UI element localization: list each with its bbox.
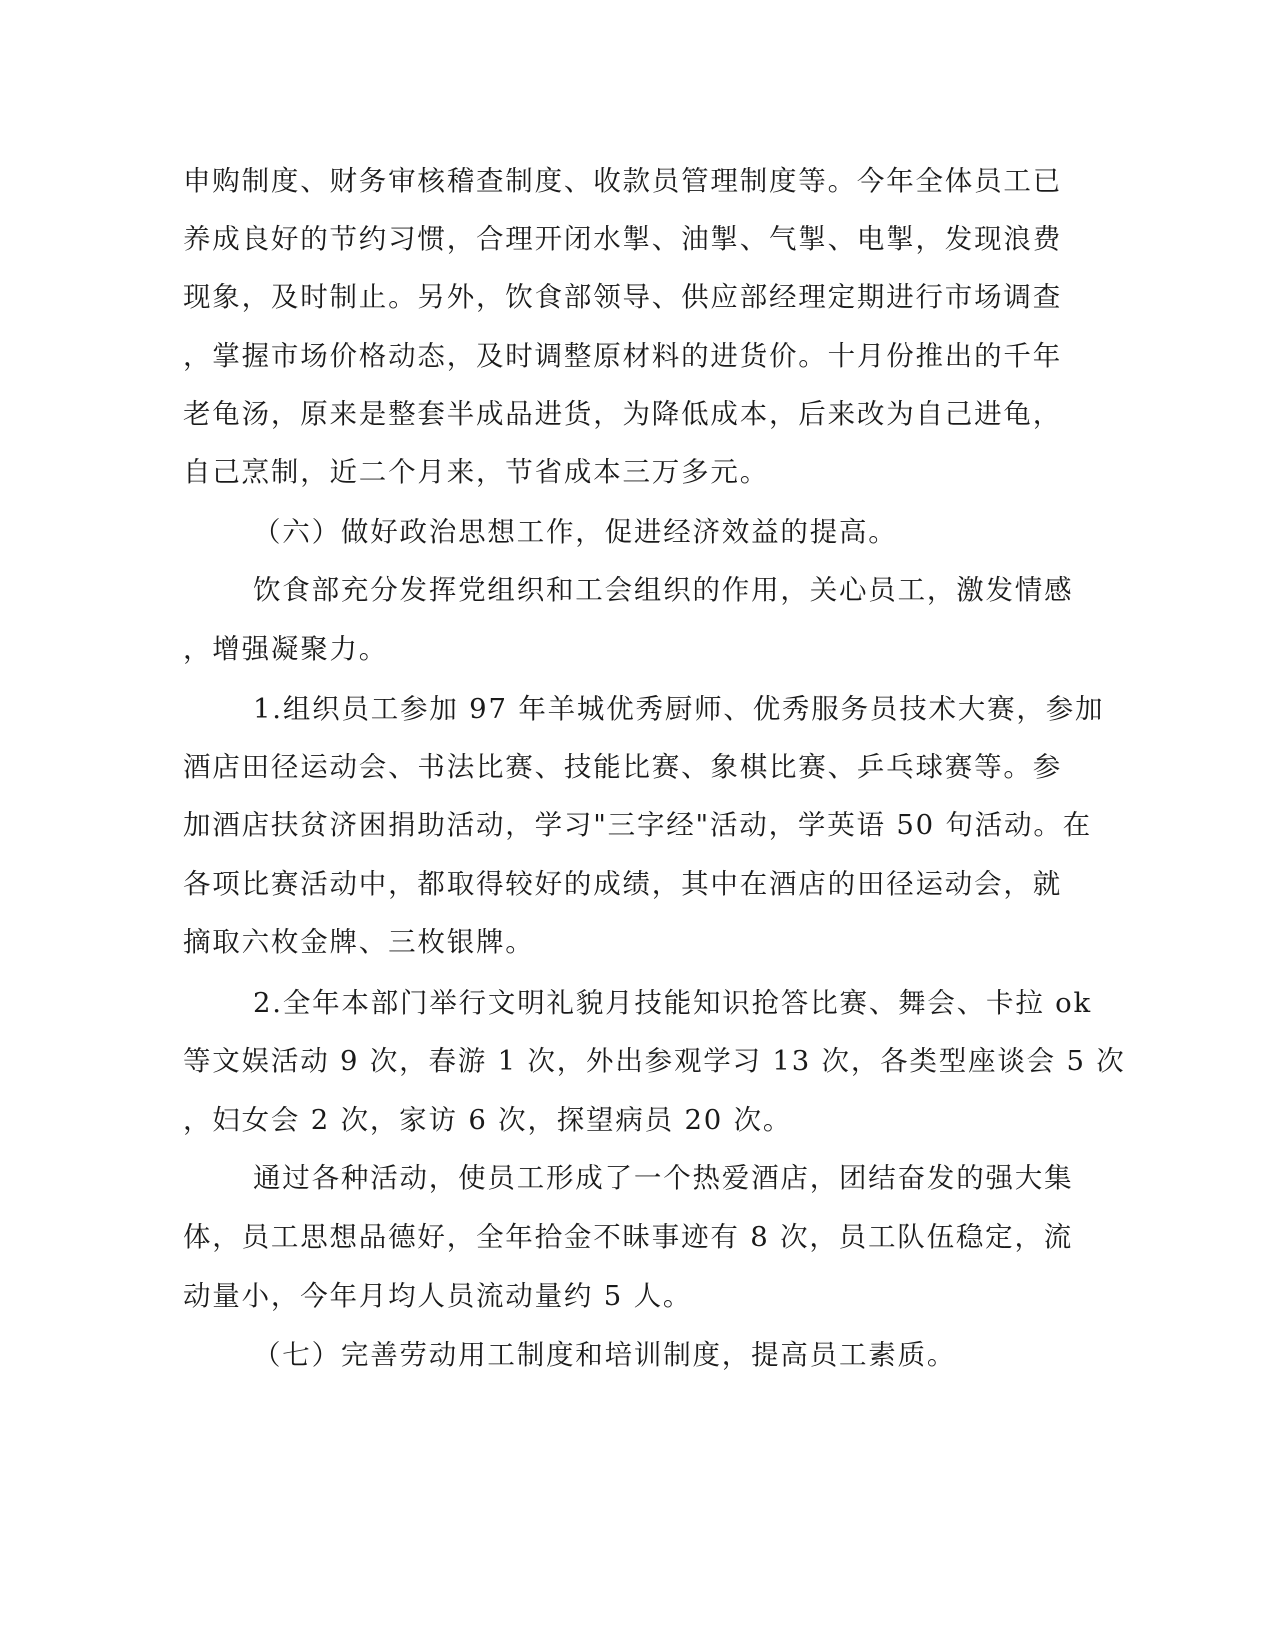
paragraph-line: 摘取六枚金牌、三枚银牌。 <box>183 926 535 958</box>
paragraph-line: 动量小，今年月均人员流动量约 5 人。 <box>183 1280 693 1312</box>
paragraph-line: ，增强凝聚力。 <box>183 633 389 665</box>
paragraph-line: ，掌握市场价格动态，及时调整原材料的进货价。十月份推出的千年 <box>183 340 1062 372</box>
paragraph-line: 申购制度、财务审核稽查制度、收款员管理制度等。今年全体员工已 <box>183 165 1062 197</box>
paragraph-line: ，妇女会 2 次，家访 6 次，探望病员 20 次。 <box>183 1104 793 1136</box>
paragraph-line: 饮食部充分发挥党组织和工会组织的作用，关心员工，激发情感 <box>253 574 1074 606</box>
section-heading-seven: （七）完善劳动用工制度和培训制度，提高员工素质。 <box>253 1339 957 1371</box>
list-item-1-line: 1.组织员工参加 97 年羊城优秀厨师、优秀服务员技术大赛，参加 <box>253 693 1105 725</box>
paragraph-line: 自己烹制，近二个月来，节省成本三万多元。 <box>183 456 769 488</box>
paragraph-line: 酒店田径运动会、书法比赛、技能比赛、象棋比赛、乒乓球赛等。参 <box>183 751 1062 783</box>
paragraph-line: 等文娱活动 9 次，春游 1 次，外出参观学习 13 次，各类型座谈会 5 次 <box>183 1045 1126 1077</box>
paragraph-line: 养成良好的节约习惯，合理开闭水掣、油掣、气掣、电掣，发现浪费 <box>183 223 1062 255</box>
section-heading-six: （六）做好政治思想工作，促进经济效益的提高。 <box>253 516 898 548</box>
paragraph-line: 体，员工思想品德好，全年拾金不昧事迹有 8 次，员工队伍稳定，流 <box>183 1221 1074 1253</box>
paragraph-line: 各项比赛活动中，都取得较好的成绩，其中在酒店的田径运动会，就 <box>183 868 1062 900</box>
paragraph-line: 加酒店扶贫济困捐助活动，学习"三字经"活动，学英语 50 句活动。在 <box>183 809 1092 841</box>
paragraph-line: 现象，及时制止。另外，饮食部领导、供应部经理定期进行市场调查 <box>183 281 1062 313</box>
list-item-2-line: 2.全年本部门举行文明礼貌月技能知识抢答比赛、舞会、卡拉 ok <box>253 987 1092 1019</box>
paragraph-line: 老龟汤，原来是整套半成品进货，为降低成本，后来改为自己进龟， <box>183 398 1062 430</box>
paragraph-line: 通过各种活动，使员工形成了一个热爱酒店，团结奋发的强大集 <box>253 1162 1074 1194</box>
